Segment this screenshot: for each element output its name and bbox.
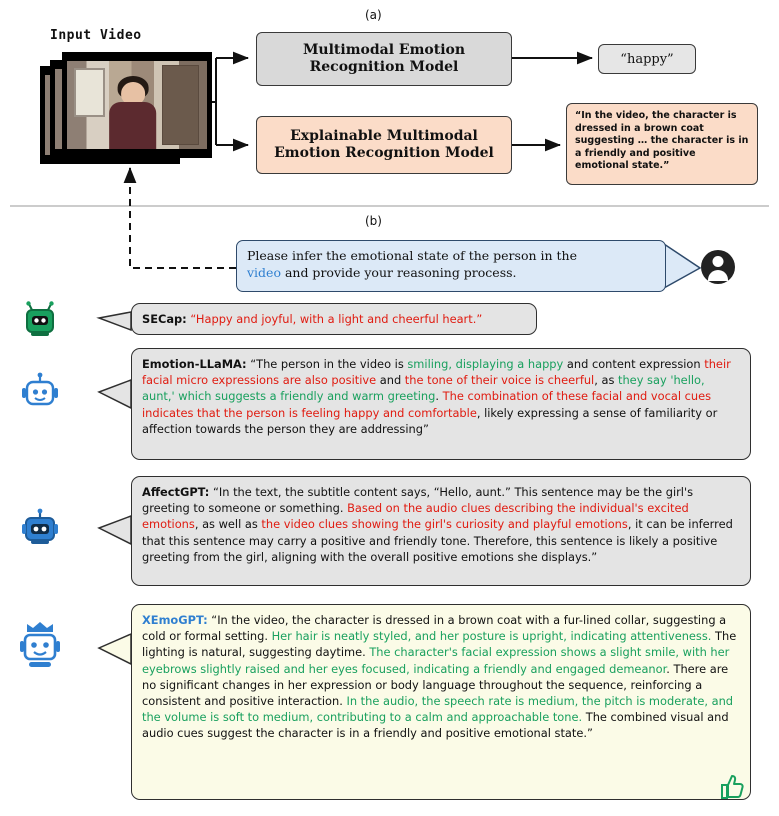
- xmer-model-line1: Explainable Multimodal: [290, 127, 478, 144]
- xemogpt-crown-robot-icon: [16, 620, 66, 672]
- seg-3-6: The combined visual and audio cues suggest the character is in a friendly and positive emotional state.”: [142, 710, 729, 741]
- emotion-llama-speaker-label: Emotion-LLaMA:: [142, 357, 247, 371]
- panel-b-label: (b): [365, 214, 382, 228]
- seg-2-2: , as well as: [194, 517, 262, 532]
- emotion-llama-robot-icon: [18, 370, 62, 414]
- seg-3-3: The character's facial expression shows a slight smile, with her eyebrows slightly raised and her eyes focused, indicating a friendly and engaged demeanor: [142, 645, 730, 676]
- response-bubble-affectgpt: [131, 476, 751, 586]
- mer-model-line2: Recognition Model: [309, 59, 459, 75]
- user-avatar: [700, 249, 736, 285]
- affectgpt-speaker-label: AffectGPT:: [142, 485, 210, 499]
- seg-2-1: Based on the audio clues describing the individual's excited emotions: [142, 501, 689, 532]
- seg-3-2: The lighting is natural, suggesting daytime.: [142, 629, 737, 660]
- thumbs-up-icon: [716, 772, 746, 809]
- seg-1-5: the tone of their voice is cheerful: [404, 373, 595, 388]
- prompt-line2-post: and provide your reasoning process.: [280, 265, 517, 281]
- seg-1-0: “The person in the video is: [246, 357, 408, 371]
- video-frame-front: [62, 52, 212, 158]
- affectgpt-robot-icon: [18, 506, 62, 550]
- seg-1-8: .: [435, 389, 443, 404]
- panel-a-label: (a): [365, 8, 382, 22]
- secap-speaker-label: SECap:: [142, 311, 187, 326]
- seg-1-10: , likely expressing a sense of familiarity or affection towards the person they are addressing”: [142, 405, 718, 436]
- prompt-line1: Please infer the emotional state of the person in the: [247, 248, 577, 263]
- explainable-mer-model-box: [256, 116, 512, 174]
- output-description-box: [566, 103, 758, 185]
- input-video-title: Input Video: [50, 28, 142, 43]
- seg-3-1: Her hair is neatly styled, and her posture is upright, indicating attentiveness.: [271, 629, 712, 644]
- seg-1-1: smiling, displaying a happy: [407, 357, 564, 371]
- seg-3-0: “In the video, the character is dressed in a brown coat with a fur-lined collar, suggesting a cold or formal setting.: [142, 613, 727, 644]
- multimodal-emotion-recognition-model-box: [256, 32, 512, 86]
- seg-1-6: , as: [594, 373, 618, 388]
- output-happy-box: [598, 44, 696, 74]
- output-happy-label: “happy”: [620, 51, 674, 67]
- seg-1-3: their facial micro expressions are also positive: [142, 357, 731, 388]
- response-bubble-emotion-llama: [131, 348, 751, 460]
- seg-1-4: and: [376, 373, 405, 388]
- seg-2-0: “In the text, the subtitle content says, “Hello, aunt.” This sentence may be the girl's greeting to someone or something.: [142, 485, 694, 516]
- response-bubble-secap: [131, 303, 537, 335]
- secap-response-text: “Happy and joyful, with a light and cheerful heart.”: [186, 311, 483, 326]
- seg-1-9: The combination of these facial and vocal cues indicates that the person is feeling happy and comfortable: [142, 389, 712, 420]
- xmer-model-line2: Emotion Recognition Model: [274, 145, 494, 161]
- secap-robot-icon: [18, 300, 62, 340]
- seg-3-4: . There are no significant changes in her expression or body language throughout the sequence, reinforcing a consistent and positive interaction.: [142, 661, 729, 708]
- seg-2-3: the video clues showing the girl's curiosity and playful emotions: [261, 517, 628, 532]
- seg-1-7: they say 'hello, aunt,' which suggests a friendly and warm greeting: [142, 373, 705, 404]
- xemogpt-speaker-label: XEmoGPT:: [142, 613, 208, 627]
- prompt-video-link[interactable]: video: [247, 265, 281, 281]
- user-avatar-icon: [701, 250, 735, 284]
- user-prompt-bubble: [236, 240, 666, 292]
- input-video-frames: [40, 48, 210, 170]
- seg-2-4: , it can be inferred that this sentence may carry a positive and friendly tone. Therefore, this sentence is likely a positive greeting from the girl, aligning with the overall positive emotions she displays.”: [142, 517, 733, 564]
- mer-model-line1: Multimodal Emotion: [302, 41, 466, 58]
- output-description-text: “In the video, the character is dressed in a brown coat suggesting … the character is in a friendly and positive emotional state.”: [575, 110, 749, 172]
- seg-3-5: In the audio, the speech rate is medium, the pitch is moderate, and the volume is soft to medium, contributing to a calm and approachable tone.: [142, 693, 734, 725]
- response-bubble-xemogpt: [131, 604, 751, 800]
- seg-1-2: and content expression: [563, 357, 705, 371]
